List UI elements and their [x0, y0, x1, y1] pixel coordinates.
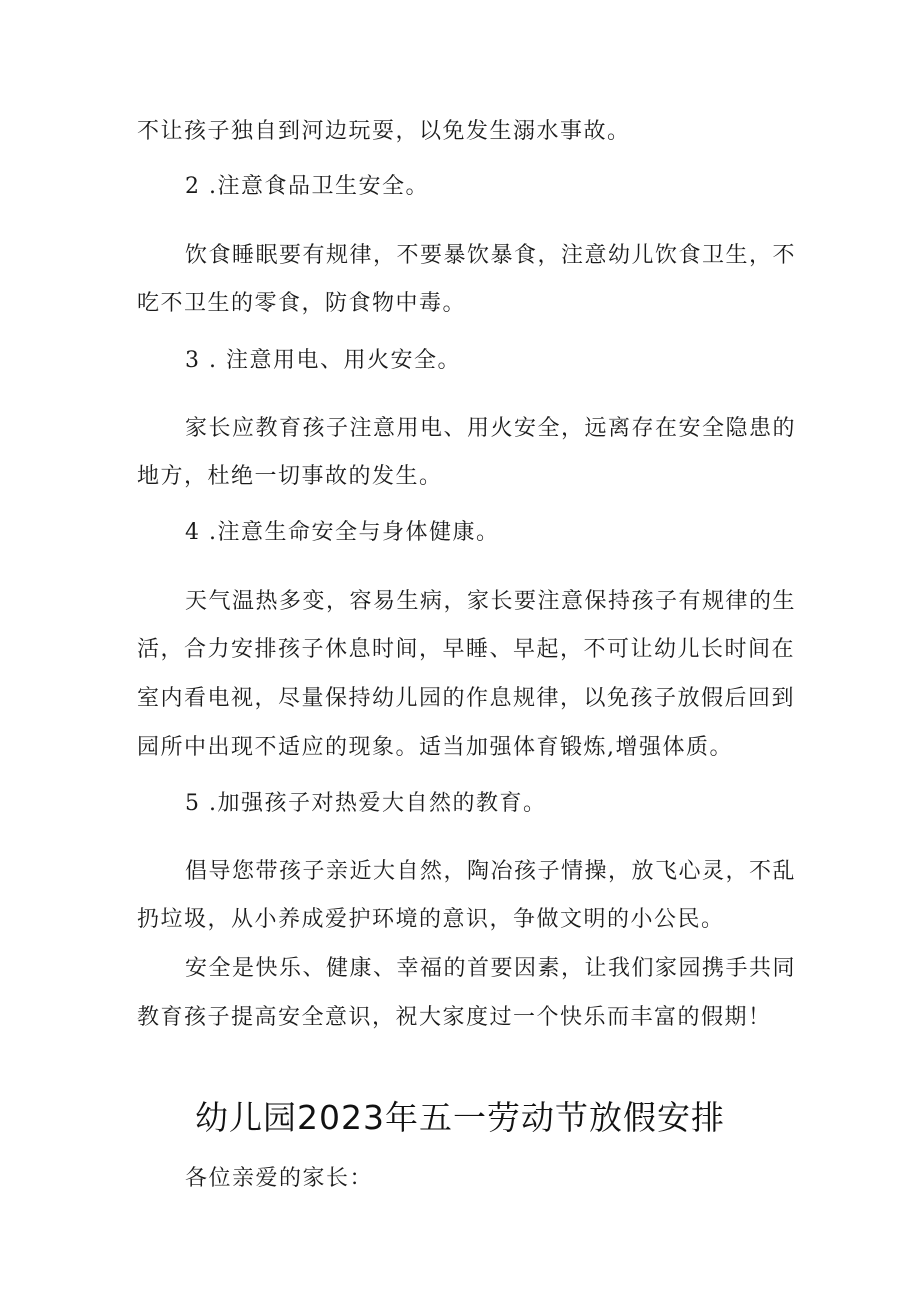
- paragraph-line: 扔垃圾，从小养成爱护环境的意识，争做文明的小公民。: [137, 907, 725, 932]
- section-heading-5: 5 .加强孩子对热爱大自然的教育。: [185, 791, 547, 816]
- paragraph-line: 家长应教育孩子注意用电、用火安全，远离存在安全隐患的: [185, 416, 797, 441]
- paragraph-line: 饮食睡眠要有规律，不要暴饮暴食，注意幼儿饮食卫生，不: [185, 243, 797, 268]
- paragraph-line: 教育孩子提高安全意识，祝大家度过一个快乐而丰富的假期！: [137, 1005, 772, 1030]
- section-heading-4: 4 .注意生命安全与身体健康。: [185, 520, 500, 545]
- paragraph-line: 安全是快乐、健康、幸福的首要因素，让我们家园携手共同: [185, 956, 797, 981]
- section-heading-2: 2 .注意食品卫生安全。: [185, 174, 429, 199]
- paragraph-line: 地方，杜绝一切事故的发生。: [137, 464, 443, 489]
- paragraph-line: 园所中出现不适应的现象。适当加强体育锻炼,增强体质。: [137, 735, 733, 760]
- paragraph-line: 倡导您带孩子亲近大自然，陶冶孩子情操，放飞心灵，不乱: [185, 859, 797, 884]
- greeting-line: 各位亲爱的家长：: [185, 1166, 374, 1191]
- paragraph-line: 不让孩子独自到河边玩耍，以免发生溺水事故。: [137, 119, 631, 144]
- paragraph-line: 室内看电视，尽量保持幼儿园的作息规律，以免孩子放假后回到: [137, 686, 796, 711]
- paragraph-line: 活，合力安排孩子休息时间，早睡、早起，不可让幼儿长时间在: [137, 637, 796, 662]
- document-title: 幼儿园2023年五一劳动节放假安排: [195, 1098, 725, 1137]
- section-heading-3: 3 . 注意用电、用火安全。: [185, 348, 461, 373]
- paragraph-line: 吃不卫生的零食，防食物中毒。: [137, 291, 467, 316]
- paragraph-line: 天气温热多变，容易生病，家长要注意保持孩子有规律的生: [185, 589, 797, 614]
